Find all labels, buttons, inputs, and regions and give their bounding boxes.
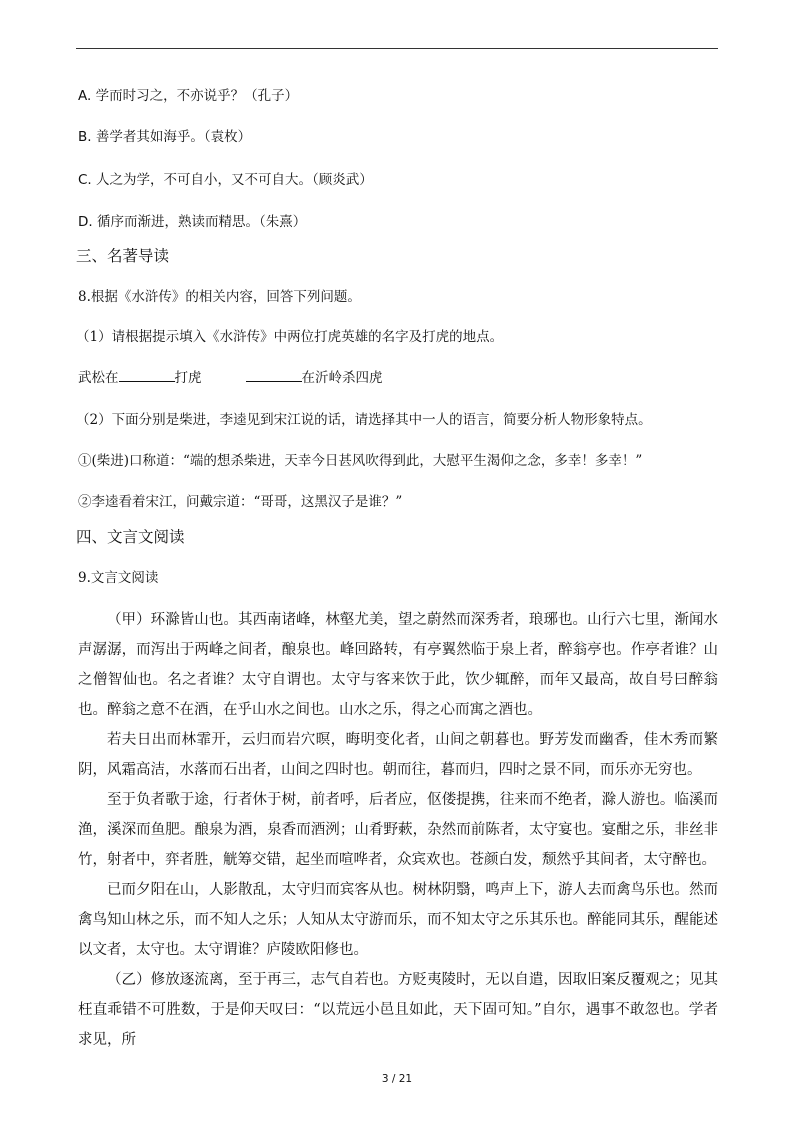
fill-b-suffix: 在沂岭杀四虎	[301, 370, 383, 386]
passage-paragraph-1: （甲）环滁皆山也。其西南诸峰，林壑尤美，望之蔚然而深秀者，琅琊也。山行六七里，渐闻水声潺潺，而泻出于两峰之间者，酿泉也。峰回路转，有亭翼然临于泉上者，醉翁亭也。作亭者谁？山之僧智仙也。名之者谁？太守自谓也。太守与客来饮于此，饮少辄醉，而年又最高，故自号曰醉翁也。醉翁之意不在酒，在乎山水之间也。山水之乐，得之心而寓之酒也。	[78, 612, 718, 718]
passage-paragraph-2: 若夫日出而林霏开，云归而岩穴暝，晦明变化者，山间之朝暮也。野芳发而幽香，佳木秀而繁阴，风霜高洁，水落而石出者，山间之四时也。朝而往，暮而归，四时之景不同，而乐亦无穷也。	[78, 732, 718, 778]
option-d	[78, 212, 306, 232]
option-d-text: 循序而渐进，熟读而精思。（朱熹）	[96, 214, 307, 230]
passage-paragraph-5: （乙）修放逐流离，至于再三，志气自若也。方贬夷陵时，无以自遣，因取旧案反覆观之；见其枉直乖错不可胜数，于是仰天叹曰：“以荒远小邑且如此，天下固可知。”自尔，遇事不敢忽也。学者求见，所	[78, 972, 718, 1048]
section-4-title: 四、文言文阅读	[76, 528, 185, 546]
section-3-title: 三、名著导读	[76, 247, 170, 265]
q8-stem: 8.根据《水浒传》的相关内容，回答下列问题。	[78, 289, 361, 305]
option-b-letter: B.	[78, 129, 92, 145]
option-d-letter: D.	[78, 214, 93, 230]
fill-a-prefix: 武松在	[78, 370, 119, 386]
option-a-letter: A.	[78, 88, 92, 104]
q8-part1: （1）请根据提示填入《水浒传》中两位打虎英雄的名字及打虎的地点。	[76, 329, 504, 345]
q8-quote-2: ②李逵看着宋江，问戴宗道：“哥哥，这黑汉子是谁？”	[78, 494, 403, 510]
fill-a-suffix: 打虎	[174, 370, 202, 386]
page-number: 3 / 21	[381, 1073, 413, 1085]
header-rule	[76, 48, 718, 49]
q9-stem: 9.文言文阅读	[78, 570, 159, 586]
option-a-text: 学而时习之，不亦说乎？（孔子）	[95, 88, 299, 104]
q8-fill-line	[78, 368, 383, 388]
q8-quote-1: ①(柴进)口称道：“端的想杀柴进，天幸今日甚风吹得到此，大慰平生渴仰之念，多幸！多幸！”	[78, 453, 643, 469]
option-c-text: 人之为学，不可自小，又不可自大。（顾炎武）	[96, 172, 373, 188]
q8-part2: （2）下面分别是柴进，李逵见到宋江说的话，请选择其中一人的语言，简要分析人物形象特点。	[76, 412, 652, 428]
passage-paragraph-4: 已而夕阳在山，人影散乱，太守归而宾客从也。树林阴翳，鸣声上下，游人去而禽鸟乐也。然而禽鸟知山林之乐，而不知人之乐；人知从太守游而乐，而不知太守之乐其乐也。醉能同其乐，醒能述以文者，太守也。太守谓谁？庐陵欧阳修也。	[78, 882, 718, 958]
option-b	[78, 127, 251, 147]
option-c-letter: C.	[78, 172, 92, 188]
q9-passage	[78, 605, 718, 1055]
passage-paragraph-3: 至于负者歌于途，行者休于树，前者呼，后者应，伛偻提携，往来而不绝者，滁人游也。临溪而渔，溪深而鱼肥。酿泉为酒，泉香而酒洌；山肴野蔌，杂然而前陈者，太守宴也。宴酣之乐，非丝非竹，射者中，弈者胜，觥筹交错，起坐而喧哗者，众宾欢也。苍颜白发，颓然乎其间者，太守醉也。	[78, 792, 718, 868]
option-b-text: 善学者其如海乎。（袁枚）	[95, 129, 252, 145]
option-c	[78, 170, 373, 190]
answer-blank-2[interactable]	[246, 369, 302, 382]
option-a	[78, 86, 298, 106]
answer-blank-1[interactable]	[119, 369, 175, 382]
